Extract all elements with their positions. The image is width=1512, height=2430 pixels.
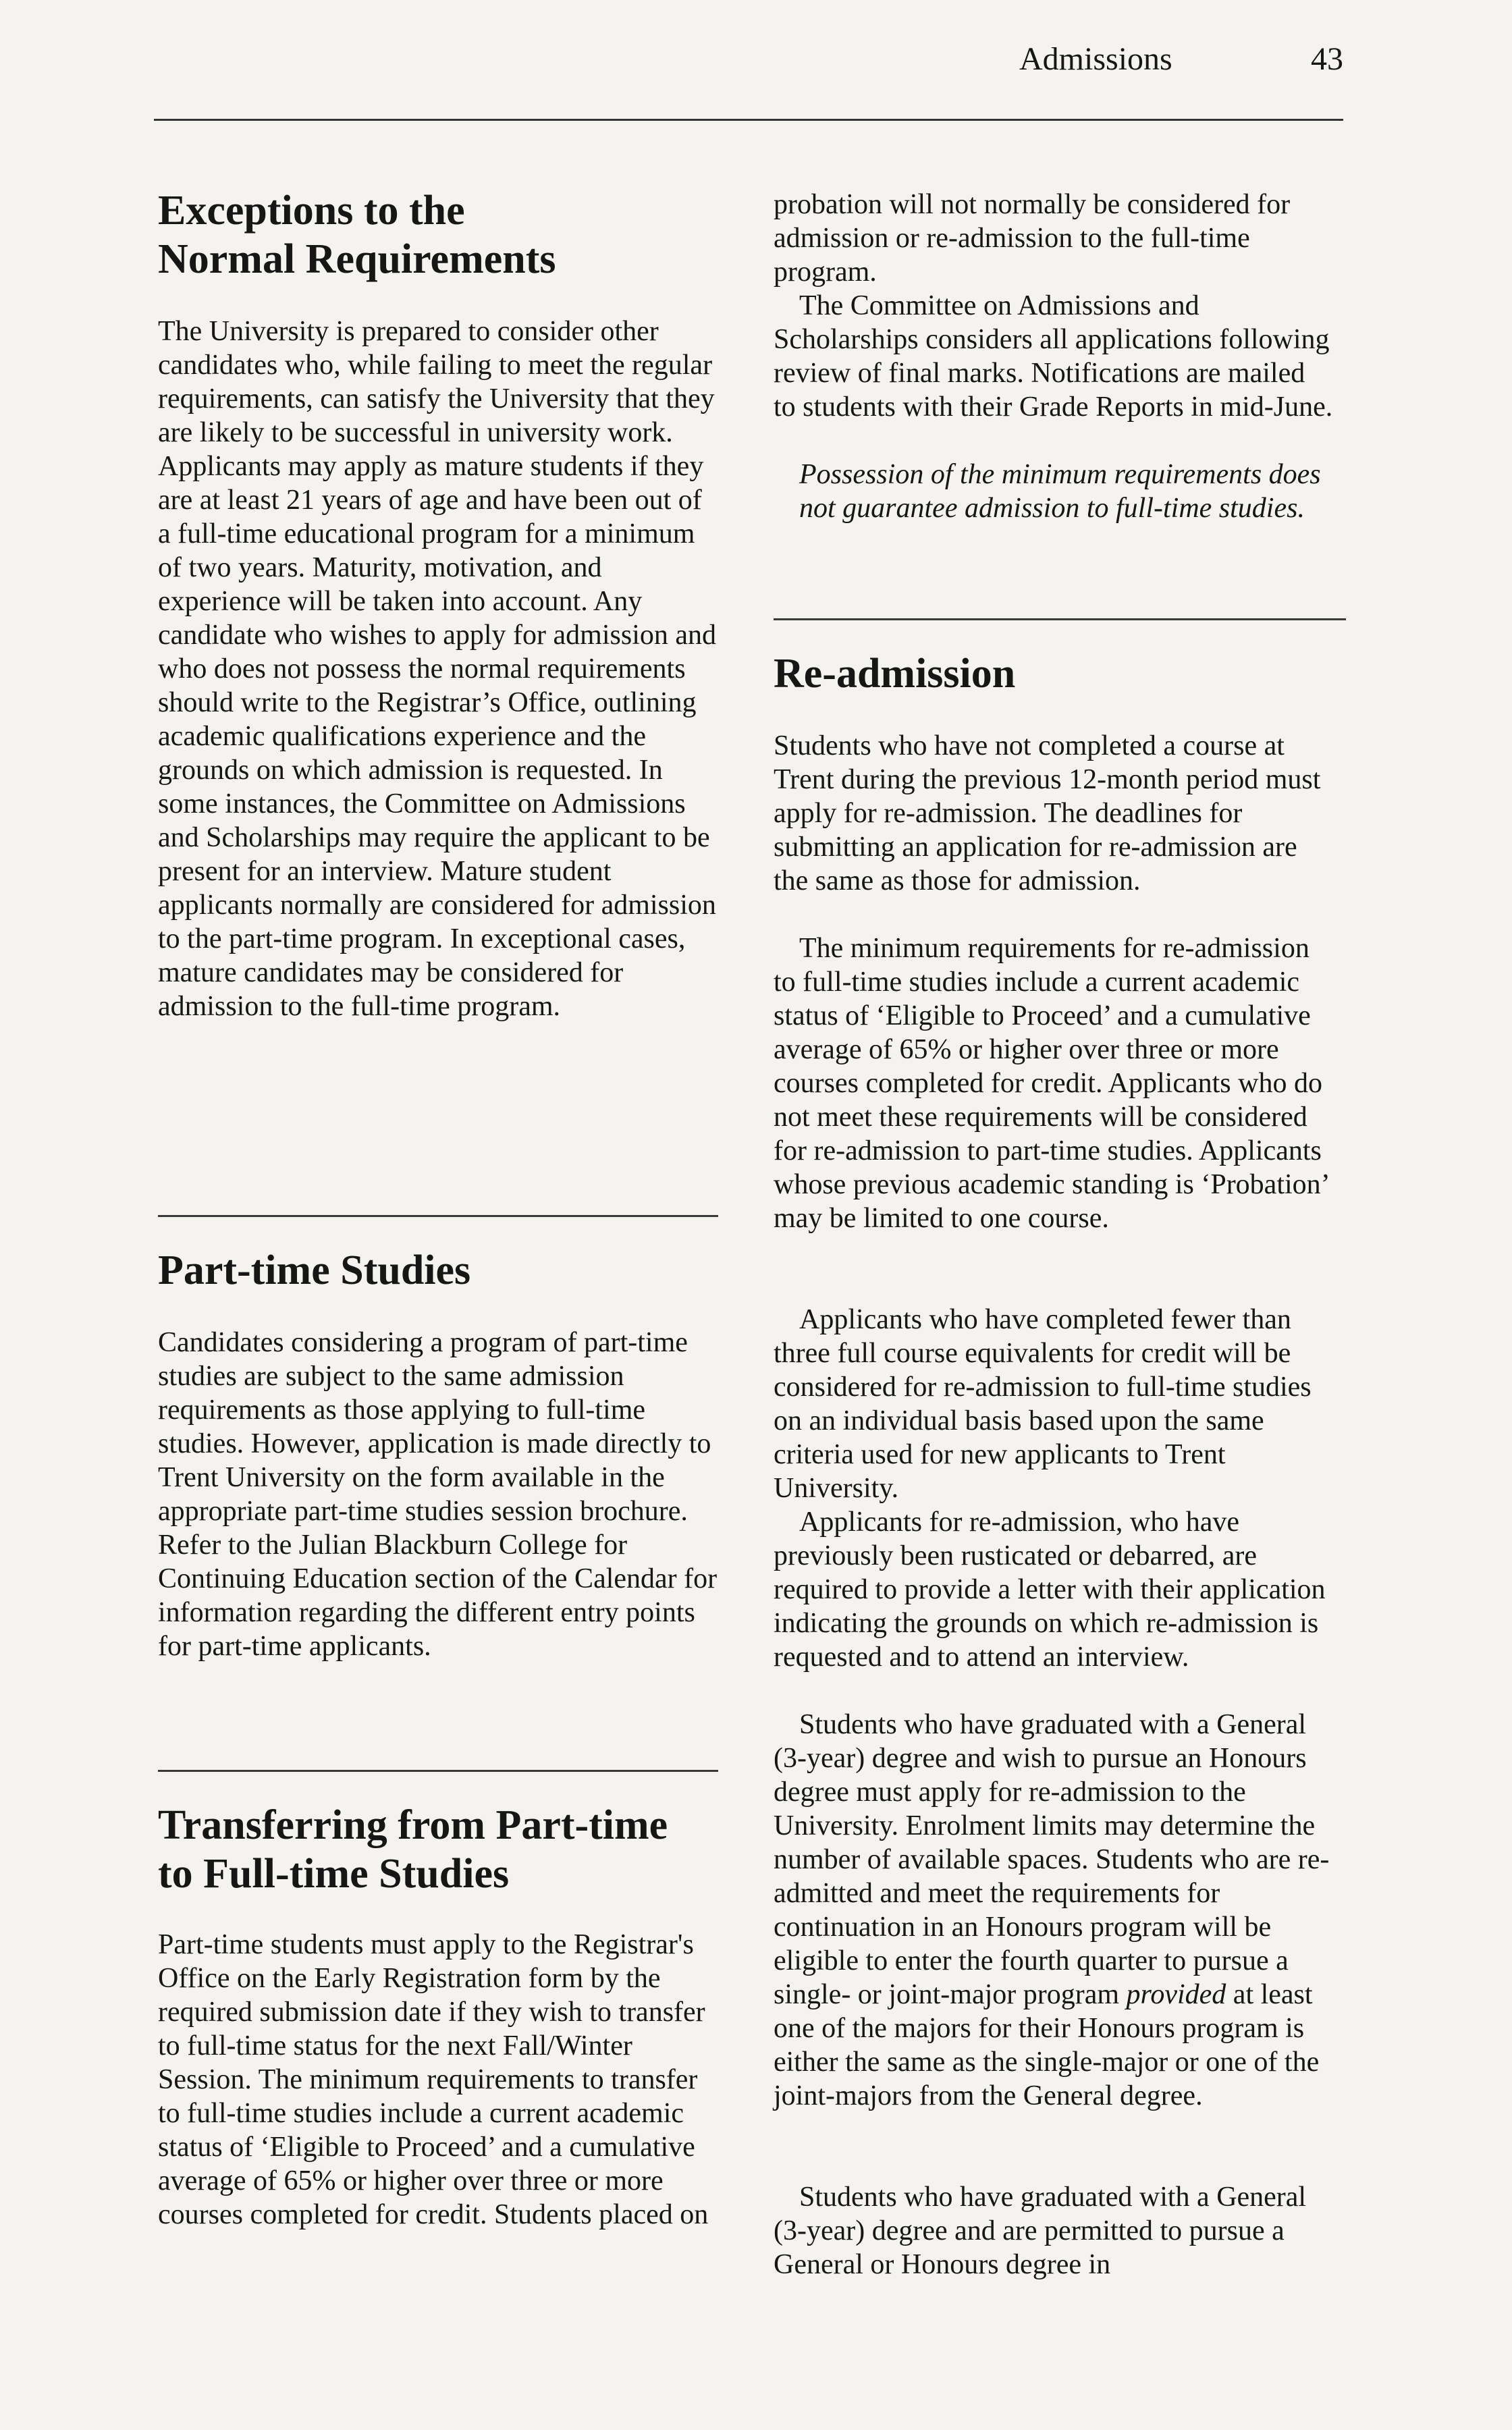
readmission-p5-text-after: at least one of the majors for their Honours program is either the same as the single-major or one of the joint-majors from the General degree. bbox=[774, 1979, 1320, 2111]
section-rule bbox=[158, 1770, 718, 1772]
heading-exceptions-line1: Exceptions to the bbox=[158, 188, 465, 234]
heading-part-time: Part-time Studies bbox=[158, 1247, 471, 1293]
readmission-p5-emphasis: provided bbox=[1126, 1979, 1226, 2010]
exceptions-body: The University is prepared to consider other candidates who, while failing to meet the regular requirements, can satisfy the University that they are likely to be successful in university work. Applicants may apply as mature students if they are at least 21 years of age and have been out of a full-time educational program for a minimum of two years. Maturity, motivation, and experience will be taken into account. Any candidate who wishes to apply for admission and who does not possess the normal requirements should write to the Registrar’s Office, outlining academic qualifications experience and the grounds on which admission is requested. In some instances, the Committee on Admissions and Scholarships may require the applicant to be present for an interview. Mature student applicants normally are considered for admission to the part-time program. In exceptional cases, mature candidates may be considered for admission to the full-time program. bbox=[158, 316, 716, 1022]
heading-transferring-line1: Transferring from Part-time bbox=[158, 1802, 668, 1848]
readmission-paragraph-3: Applicants who have completed fewer than three full course equivalents for credit will be considered for re-admission to full-time studies on an individual basis based upon the same criteria used for new applicants to Trent University. bbox=[774, 1304, 1312, 1504]
readmission-paragraph-1: Students who have not completed a course at Trent during the previous 12-month period must apply for re-admission. The deadlines for submitting an application for re-admission are the same as those for admission. bbox=[774, 730, 1321, 896]
heading-transferring bbox=[158, 1801, 718, 1898]
page-number: 43 bbox=[1311, 41, 1343, 77]
readmission-paragraph-4: Applicants for re-admission, who have previously been rusticated or debarred, are required to provide a letter with their application indicating the grounds on which re-admission is requested and to attend an interview. bbox=[774, 1507, 1326, 1673]
readmission-paragraph-2: The minimum requirements for re-admission to full-time studies include a current academic status of ‘Eligible to Proceed’ and a cumulative average of 65% or higher over three or more courses completed for credit. Applicants who do not meet these requirements will be considered for re-admission to part-time studies. Applicants whose previous academic standing is ‘Probation’ may be limited to one course. bbox=[774, 933, 1328, 1234]
heading-exceptions-line2: Normal Requirements bbox=[158, 236, 556, 282]
section-rule bbox=[158, 1215, 718, 1217]
transferring-body: Part-time students must apply to the Registrar's Office on the Early Registration form by the required submission date if they wish to transfer to full-time status for the next Fall/Winter Session. The minimum requirements to transfer to full-time studies include a current academic status of ‘Eligible to Proceed’ and a cumulative average of 65% or higher over three or more courses completed for credit. Students placed on bbox=[158, 1929, 709, 2230]
heading-transferring-line2: to Full-time Studies bbox=[158, 1851, 510, 1897]
section-rule bbox=[774, 618, 1346, 620]
heading-exceptions bbox=[158, 186, 718, 284]
page-header bbox=[154, 35, 1343, 84]
running-section-title: Admissions bbox=[1019, 41, 1172, 77]
readmission-paragraph-6: Students who have graduated with a General (3-year) degree and are permitted to pursue a General or Honours degree in bbox=[774, 2182, 1307, 2280]
readmission-paragraph-5 bbox=[774, 1708, 1334, 2113]
continued-paragraph-1: probation will not normally be considered for admission or re-admission to the full-time program. bbox=[774, 189, 1291, 288]
heading-readmission: Re-admission bbox=[774, 651, 1016, 697]
continued-italic-note: Possession of the minimum requirements does not guarantee admission to full-time studies. bbox=[799, 459, 1321, 524]
readmission-p5-text-before: Students who have graduated with a General (3-year) degree and wish to pursue an Honours degree must apply for re-admission to the University. Enrolment limits may determine the number of available spaces. Students who are re-admitted and meet the requirements for continuation in an Honours program will be eligible to enter the fourth quarter to pursue a single- or joint-major program bbox=[774, 1709, 1330, 2010]
part-time-body: Candidates considering a program of part-time studies are subject to the same admission requirements as those applying to full-time studies. However, application is made directly to Trent University on the form available in the appropriate part-time studies session brochure. Refer to the Julian Blackburn College for Continuing Education section of the Calendar for information regarding the different entry points for part-time applicants. bbox=[158, 1327, 718, 1662]
header-rule bbox=[154, 119, 1343, 121]
continued-paragraph-2: The Committee on Admissions and Scholarships considers all applications following review of final marks. Notifications are mailed to students with their Grade Reports in mid-June. bbox=[774, 290, 1333, 423]
